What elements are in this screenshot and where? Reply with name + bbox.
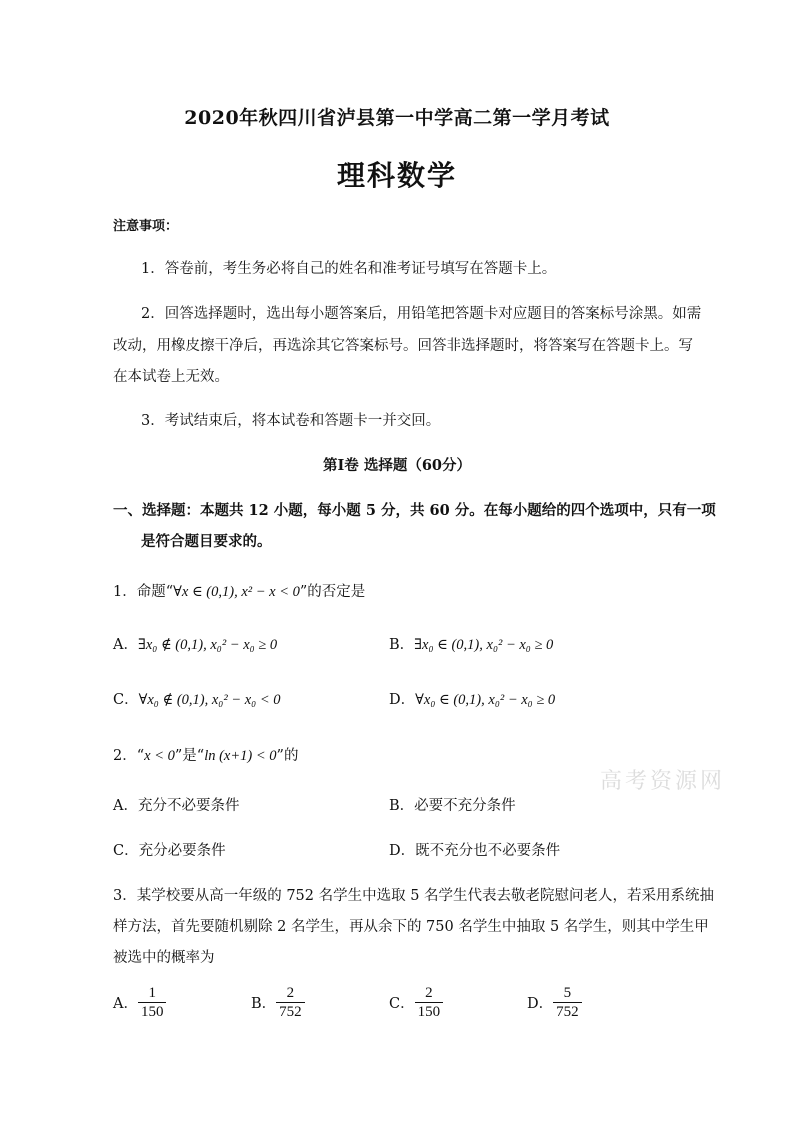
question-1-option-b[interactable] <box>389 633 553 654</box>
numerator: 2 <box>276 984 305 1003</box>
numerator: 5 <box>553 984 582 1003</box>
notice-item-1: 1．答卷前，考生务必将自己的姓名和准考证号填写在答题卡上。 <box>141 261 557 277</box>
watermark: 高考资源网 <box>600 769 726 794</box>
question-2-option-a[interactable]: A．充分不必要条件 <box>113 798 240 814</box>
option-label: B． <box>389 637 415 653</box>
question-1-option-d[interactable] <box>389 688 555 709</box>
numerator: 2 <box>415 984 444 1003</box>
notice-item-2-line-3: 在本试卷上无效。 <box>113 369 229 385</box>
question-2-option-c[interactable]: C．充分必要条件 <box>113 843 226 859</box>
question-2-option-b[interactable]: B．必要不充分条件 <box>389 798 516 814</box>
question-1-stem-math: ∀x ∈ (0,1), x² − x < 0 <box>173 584 300 600</box>
option-label: C． <box>389 996 415 1012</box>
option-math: ∀x₀ ∈ (0,1), x₀² − x₀ ≥ 0 <box>415 692 556 708</box>
denominator: 150 <box>140 1004 164 1020</box>
denominator: 150 <box>417 1004 441 1020</box>
question-1-stem-prefix: 1．命题“ <box>113 584 174 600</box>
question-2-stem-mid: ”是“ <box>174 748 205 764</box>
question-2-stem <box>113 744 298 765</box>
question-3-option-a[interactable] <box>113 984 166 1021</box>
exam-title: 2020年秋四川省泸县第一中学高二第一学月考试 <box>184 107 610 129</box>
section-instruction-line-2: 是符合题目要求的。 <box>141 533 272 550</box>
question-2-stem-suffix: ”的 <box>276 748 299 764</box>
option-label: D． <box>527 996 554 1012</box>
option-math: ∀x₀ ∉ (0,1), x₀² − x₀ < 0 <box>138 692 281 708</box>
notice-item-3: 3．考试结束后，将本试卷和答题卡一并交回。 <box>141 413 441 429</box>
option-label: B． <box>251 996 277 1012</box>
numerator: 1 <box>138 984 167 1003</box>
question-2-option-d[interactable]: D．既不充分也不必要条件 <box>389 843 561 859</box>
fraction <box>138 984 167 1021</box>
subject-title: 理科数学 <box>336 159 457 192</box>
option-label: A． <box>113 996 138 1012</box>
fraction <box>553 984 582 1021</box>
question-3-option-c[interactable] <box>389 984 443 1021</box>
fraction <box>415 984 444 1021</box>
option-label: C． <box>113 692 139 708</box>
question-2-stem-math-2: ln (x+1) < 0 <box>204 748 277 764</box>
notice-item-2-line-1: 2．回答选择题时，选出每小题答案后，用铅笔把答题卡对应题目的答案标号涂黑。如需 <box>141 306 702 322</box>
section-instruction-line-1: 一、选择题：本题共 12 小题，每小题 5 分，共 60 分。在每小题给的四个选项中，只有一项 <box>113 502 716 519</box>
notice-item-2-line-2: 改动，用橡皮擦干净后，再选涂其它答案标号。回答非选择题时，将答案写在答题卡上。写 <box>113 338 693 354</box>
denominator: 752 <box>279 1004 302 1020</box>
question-3-line-3: 被选中的概率为 <box>113 950 215 966</box>
question-3-line-2: 样方法，首先要随机剔除 2 名学生，再从余下的 750 名学生中抽取 5 名学生，则其中学生甲 <box>113 919 709 935</box>
question-3-option-d[interactable] <box>527 984 582 1021</box>
section-title: 第Ⅰ卷 选择题（60分） <box>322 457 471 474</box>
question-2-stem-prefix: 2．“ <box>113 748 145 764</box>
denominator: 752 <box>556 1004 579 1020</box>
fraction <box>276 984 305 1021</box>
question-1-stem <box>113 580 365 601</box>
question-1-option-a[interactable] <box>113 633 277 654</box>
question-3-option-b[interactable] <box>251 984 305 1021</box>
option-math: ∃x₀ ∈ (0,1), x₀² − x₀ ≥ 0 <box>414 637 554 653</box>
question-2-stem-math-1: x < 0 <box>144 748 175 764</box>
question-3-line-1: 3．某学校要从高一年级的 752 名学生中选取 5 名学生代表去敬老院慰问老人，若采用系统抽 <box>113 888 715 904</box>
option-label: D． <box>389 692 416 708</box>
option-label: A． <box>113 637 138 653</box>
question-1-option-c[interactable] <box>113 688 280 709</box>
option-math: ∃x₀ ∉ (0,1), x₀² − x₀ ≥ 0 <box>137 637 278 653</box>
notice-heading: 注意事项： <box>113 219 179 234</box>
question-1-stem-suffix: ”的否定是 <box>299 584 366 600</box>
